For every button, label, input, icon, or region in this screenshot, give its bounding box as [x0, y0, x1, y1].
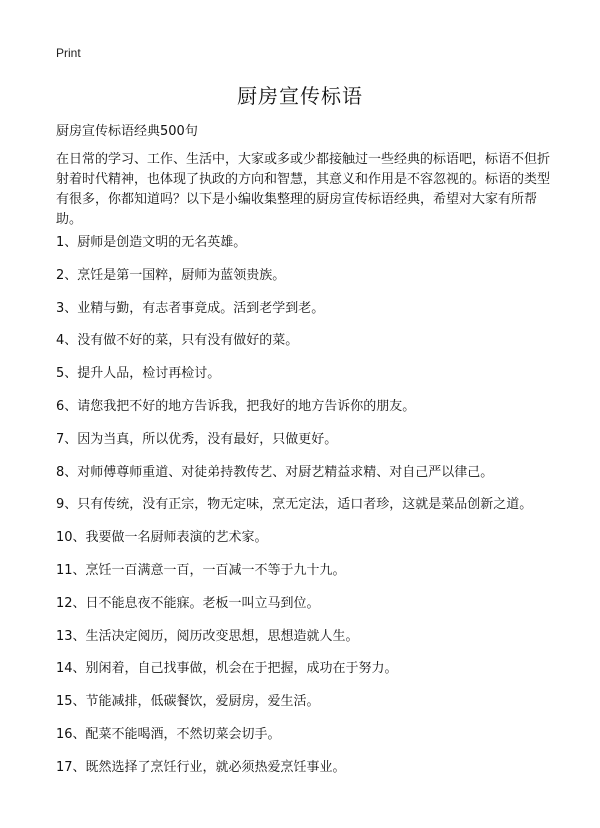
page-title: 厨房宣传标语 — [237, 84, 363, 108]
slogan-item: 8、对师傅尊师重道、对徒弟持教传艺、对厨艺精益求精、对自己严以律己。 — [56, 464, 494, 480]
slogan-list — [56, 233, 552, 791]
slogan-item: 5、提升人品，检讨再检讨。 — [56, 366, 221, 382]
slogan-item: 7、因为当真，所以优秀，没有最好，只做更好。 — [56, 431, 338, 447]
slogan-item: 13、生活决定阅历，阅历改变思想，思想造就人生。 — [56, 628, 359, 644]
document-subtitle: 厨房宣传标语经典500句 — [56, 124, 198, 139]
slogan-item: 6、请您我把不好的地方告诉我，把我好的地方告诉你的朋友。 — [56, 398, 416, 414]
slogan-item: 14、别闲着，自己找事做，机会在于把握，成功在于努力。 — [56, 661, 398, 677]
slogan-item: 3、业精与勤，有志者事竟成。活到老学到老。 — [56, 300, 325, 316]
slogan-item: 2、烹饪是第一国粹，厨师为蓝领贵族。 — [56, 267, 286, 283]
slogan-item: 12、日不能息夜不能寐。老板一叫立马到位。 — [56, 595, 320, 611]
slogan-item: 15、节能减排，低碳餐饮，爱厨房，爱生活。 — [56, 694, 320, 710]
slogan-item: 16、配菜不能喝酒，不然切菜会切手。 — [56, 726, 281, 742]
slogan-item: 17、既然选择了烹饪行业，就必须热爱烹饪事业。 — [56, 759, 346, 775]
intro-paragraph: 在日常的学习、工作、生活中，大家或多或少都接触过一些经典的标语吧，标语不但折射着时代精神，也体现了执政的方向和智慧，其意义和作用是不容忽视的。标语的类型有很多，你都知道吗？以下是小编收集整理的厨房宣传标语经典，希望对大家有所帮助。 — [56, 152, 551, 227]
slogan-item: 10、我要做一名厨师表演的艺术家。 — [56, 530, 268, 546]
print-link[interactable]: Print — [56, 46, 81, 60]
slogan-item: 9、只有传统，没有正宗，物无定味，烹无定法，适口者珍，这就是菜品创新之道。 — [56, 497, 533, 513]
slogan-item: 1、厨师是创造文明的无名英雄。 — [56, 235, 247, 250]
slogan-item: 4、没有做不好的菜，只有没有做好的菜。 — [56, 333, 299, 349]
slogan-item: 11、烹饪一百满意一百，一百减一不等于九十九。 — [56, 562, 346, 578]
